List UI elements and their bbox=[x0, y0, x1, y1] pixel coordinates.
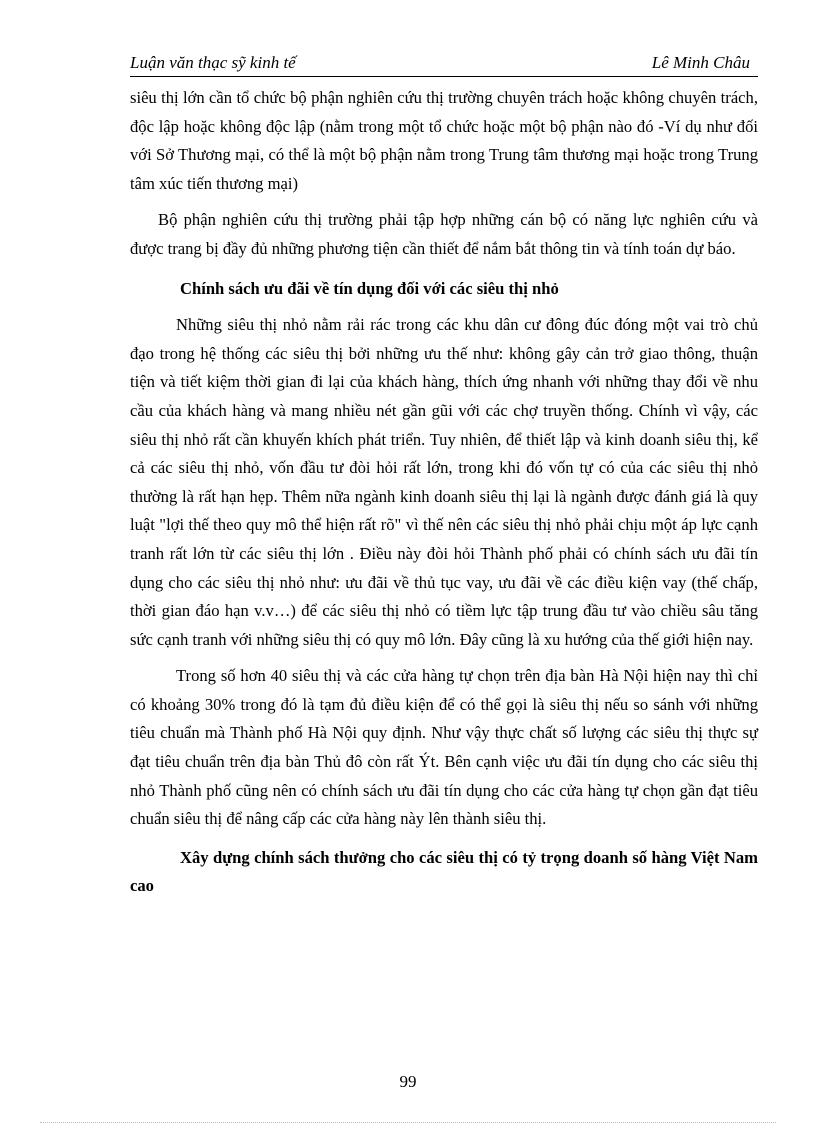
section-heading-reward-policy: Xây dựng chính sách thưởng cho các siêu thị có tỷ trọng doanh số hàng Việt Nam cao bbox=[130, 847, 758, 896]
header-author: Lê Minh Châu bbox=[651, 53, 750, 72]
page-number: 99 bbox=[399, 1072, 417, 1091]
running-header bbox=[130, 52, 750, 78]
paragraph-hanoi-supermarkets: Trong số hơn 40 siêu thị và các cửa hàng tự chọn trên địa bàn Hà Nội hiện nay thì chỉ có khoảng 30% trong đó là tạm đủ điều kiện để có thể gọi là siêu thị nếu so sánh với những tiêu chuẩn mà Thành phố Hà Nội quy định. Như vậy thực chất số lượng các siêu thị thực sự đạt tiêu chuẩn trên địa bàn Thủ đô còn rất Ýt. Bên cạnh việc ưu đãi tín dụng cho các siêu thị nhỏ Thành phố cũng nên có chính sách ưu đãi tín dụng cho các cửa hàng tự chọn gần đạt tiêu chuẩn siêu thị để nâng cấp các cửa hàng này lên thành siêu thị. bbox=[130, 666, 758, 829]
page-body bbox=[130, 84, 758, 901]
paragraph-small-supermarkets: Những siêu thị nhỏ nằm rải rác trong các khu dân cư đông đúc đóng một vai trò chủ đạo trong hệ thống các siêu thị bởi những ưu thế như: không gây cản trở giao thông, thuận tiện và tiết kiệm thời gian đi lại của khách hàng, thích ứng nhanh với những thay đổi về nhu cầu của khách hàng và mang nhiều nét gần gũi với các chợ truyền thống. Chính vì vậy, các siêu thị nhỏ rất cần khuyến khích phát triển. Tuy nhiên, để thiết lập và kinh doanh siêu thị, kể cả các siêu thị nhỏ, vốn đầu tư đòi hỏi rất lớn, trong khi đó vốn tự có của các siêu thị nhỏ thường là rất hạn hẹp. Thêm nữa ngành kinh doanh siêu thị lại là ngành được đánh giá là quy luật "lợi thế theo quy mô thể hiện rất rõ" vì thế nên các siêu thị nhỏ phải chịu một áp lực cạnh tranh rất lớn từ các siêu thị lớn . Điều này đòi hỏi Thành phố phải có chính sách ưu đãi tín dụng cho các siêu thị nhỏ như: ưu đãi về thủ tục vay, ưu đãi về các điều kiện vay (thế chấp, thời gian đáo hạn v.v…) để các siêu thị nhỏ có tiềm lực tập trung đầu tư vào chiều sâu tăng sức cạnh tranh với những siêu thị có quy mô lớn. Đây cũng là xu hướng của thế giới hiện nay. bbox=[130, 315, 758, 649]
header-divider bbox=[130, 76, 758, 77]
header-thesis-title: Luận văn thạc sỹ kinh tế bbox=[130, 53, 296, 72]
paragraph-continuation: siêu thị lớn cần tổ chức bộ phận nghiên cứu thị trường chuyên trách hoặc không chuyên trách, độc lập hoặc không độc lập (nằm trong một tổ chức hoặc một bộ phận nào đó -Ví dụ như đối với Sở Thương mại, có thể là một bộ phận nằm trong Trung tâm thương mại hoặc trong Trung tâm xúc tiến thương mại) bbox=[130, 88, 758, 193]
paragraph-research-department: Bộ phận nghiên cứu thị trường phải tập hợp những cán bộ có năng lực nghiên cứu và được trang bị đầy đủ những phương tiện cần thiết để nắm bắt thông tin và tính toán dự báo. bbox=[130, 210, 758, 258]
section-heading-credit-policy: Chính sách ưu đãi về tín dụng đối với các siêu thị nhỏ bbox=[180, 278, 559, 298]
